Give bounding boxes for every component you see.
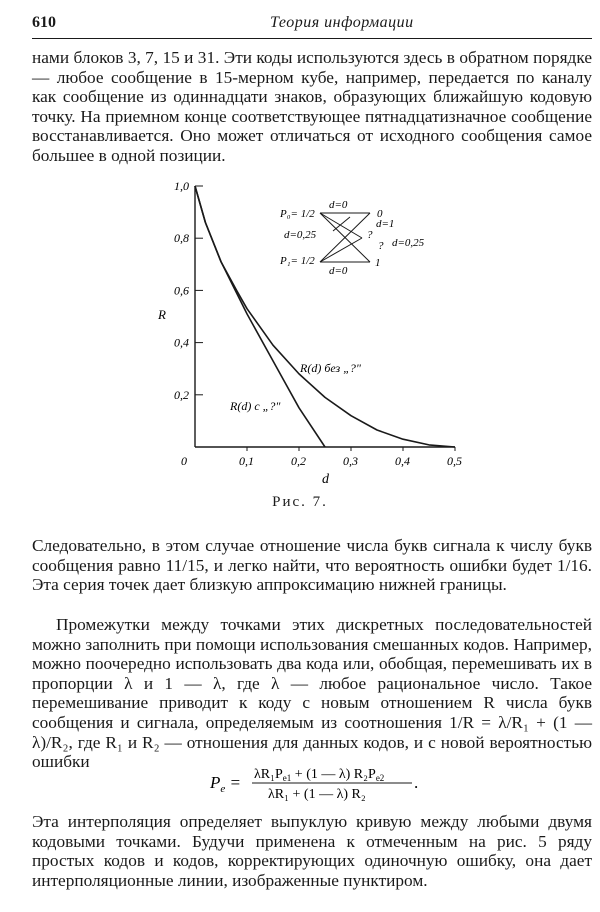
error-probability-formula <box>0 762 600 802</box>
channel-diagram <box>279 199 425 277</box>
y-tick-label: 0,6 <box>174 283 189 298</box>
x-tick-label: 0,3 <box>343 454 358 468</box>
inset-cross-label: d=1 <box>376 218 395 230</box>
inset-p0-label: P₀= 1/2 <box>280 208 315 220</box>
x-tick-label: 0,2 <box>291 454 306 468</box>
inset-output-1: 1 <box>375 257 381 269</box>
y-tick-label: 0,4 <box>174 335 189 350</box>
inset-output-0: 0 <box>377 208 383 220</box>
y-axis-label: R <box>158 307 166 322</box>
formula-period: . <box>414 773 419 792</box>
x-tick-label: 0,5 <box>447 454 462 468</box>
formula-denominator: λR₁ + (1 — λ) R₂ <box>268 787 366 802</box>
figure-caption: Рис. 7. <box>272 494 328 510</box>
x-axis-label: d <box>322 472 329 487</box>
paragraph-4: Эта интерполяция определяет выпуклую кривую между любыми двумя кодовыми точками. Будучи применена к отмеченным на рис. 5 ряду простых кодов и кодов, корректирующих одиночную ошибку, она дает интерполяционные линии, изображенные пунктиром. <box>32 812 592 890</box>
formula-numerator: $\lambda R_1P_{e1} + (1$ — λ) $R_2P_{e2}$ <box>254 767 385 783</box>
header-rule <box>32 38 592 39</box>
y-tick-label: 0,2 <box>174 387 189 402</box>
formula-lhs: $P_e$ = <box>210 773 242 795</box>
inset-p1-label: P₁= 1/2 <box>280 255 315 267</box>
page-number: 610 <box>32 14 56 31</box>
inset-output-q2: ? <box>378 240 384 252</box>
running-title: Теория информации <box>270 14 414 31</box>
series-label-without-q: R(d) без „?" <box>300 361 361 375</box>
y-tick-label: 0,8 <box>174 231 189 246</box>
inset-left-label: d=0,25 <box>284 229 317 241</box>
paragraph-3: Промежутки между точками этих дискретных последовательностей можно заполнить при помощи использования смешанных кодов. Например, можно поочередно использовать два кода или, обобщая, перемешивать их в пропорции λ и 1 — λ, где λ — любое рациональное число. Такое перемешивание приводит к коду с новым отношением R числа букв сообщения и сигнала, определяемым из соотношения 1/R = λ/R₁ + (1 — λ)/R₂, где R₁ и R₂ — отношения для данных кодов, и с новой вероятностью ошибки <box>32 615 592 772</box>
inset-top-label: d=0 <box>329 199 348 211</box>
x-tick-label: 0 <box>181 454 187 468</box>
page-header <box>32 14 592 36</box>
paragraph-2: Следовательно, в этом случае отношение числа букв сигнала к числу букв сообщения равно 11/15, и легко найти, что вероятность ошибки будет 1/16. Эта серия точек дает близкую аппроксимацию нижней границы. <box>32 536 592 595</box>
x-tick-label: 0,4 <box>395 454 410 468</box>
x-tick-label: 0,1 <box>239 454 254 468</box>
inset-bottom-label: d=0 <box>329 265 348 277</box>
inset-right-label: d=0,25 <box>392 237 425 249</box>
paragraph-1: нами блоков 3, 7, 15 и 31. Эти коды используются здесь в обратном порядке — любое сообщение в 15-мерном кубе, например, передается по каналу как сообщение из одиннадцати знаков, образующих ближайшую кодовую точку. На приемном конце соответствующее пятнадцатизначное сообщение восстанавливается. Оно может отличаться от исходного сообщения самое большее в одной позиции. <box>32 48 592 165</box>
y-tick-label: 1,0 <box>174 179 189 193</box>
figure-7-chart <box>158 176 462 487</box>
inset-output-q: ? <box>367 229 373 241</box>
series-label-with-q: R(d) с „?" <box>230 399 281 413</box>
